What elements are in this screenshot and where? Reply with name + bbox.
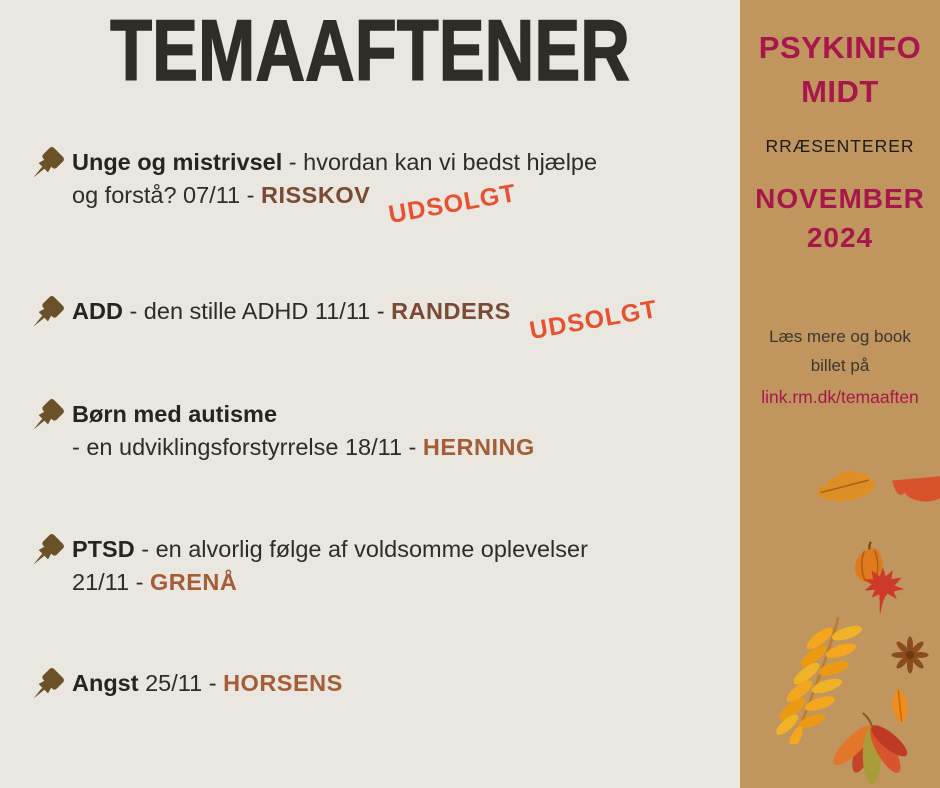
small-orange-leaf-icon xyxy=(884,685,916,728)
event-row-ptsd xyxy=(28,533,718,599)
event-row-angst xyxy=(28,667,718,710)
oak-leaf-icon xyxy=(810,459,884,516)
event-title: Børn med autisme xyxy=(72,401,278,427)
event-line2: - en udviklingsforstyrrelse 18/11 - HERNING xyxy=(72,434,535,460)
event-row-boern-med-autisme xyxy=(28,398,718,464)
event-row-add xyxy=(28,295,718,346)
event-line1 xyxy=(72,398,535,431)
event-line2: og forstå? 07/11 - RISSKOV UDSOLGT xyxy=(72,179,597,212)
pushpin-icon xyxy=(28,295,72,338)
star-anise-icon xyxy=(890,636,930,674)
sold-out-badge: UDSOLGT xyxy=(527,295,660,346)
event-line1: PTSD - en alvorlig følge af voldsomme oplevelser xyxy=(72,536,588,562)
rowan-leaf-icon xyxy=(768,612,868,744)
event-line1: Angst 25/11 - HORSENS xyxy=(72,670,343,696)
event-location: HERNING xyxy=(422,434,535,460)
pushpin-icon xyxy=(28,667,72,710)
event-title: ADD xyxy=(72,298,123,324)
pushpin-icon xyxy=(28,146,72,189)
event-title: PTSD xyxy=(72,536,135,562)
event-location: RANDERS xyxy=(391,298,511,324)
pushpin-icon xyxy=(28,398,72,441)
event-line1: ADD - den stille ADHD 11/11 - RANDERS UDSOLGT xyxy=(72,295,658,328)
page-title: TEMAAFTENER xyxy=(110,3,630,99)
pushpin-icon xyxy=(28,533,72,576)
event-row-unge-og-mistrivsel xyxy=(28,146,718,230)
event-location: RISSKOV xyxy=(261,182,371,208)
red-leaf-fragment-icon xyxy=(890,474,940,516)
event-location: HORSENS xyxy=(223,670,343,696)
physalis-icon xyxy=(850,540,888,588)
event-line2: 21/11 - GRENÅ xyxy=(72,569,238,595)
event-location: GRENÅ xyxy=(149,569,238,595)
event-title: Angst xyxy=(72,670,139,696)
event-title: Unge og mistrivsel xyxy=(72,149,283,175)
cta-text: Læs mere og book billet på link.rm.dk/temaaften xyxy=(740,323,940,413)
sold-out-badge: UDSOLGT xyxy=(386,179,519,230)
month-label: NOVEMBER 2024 xyxy=(755,183,925,254)
sidebar xyxy=(740,0,940,788)
creeper-leaf-icon xyxy=(826,712,918,788)
brand-title: PSYKINFO MIDT xyxy=(758,30,922,110)
presents-label: RRÆSENTERER xyxy=(765,136,915,157)
booking-link[interactable]: link.rm.dk/temaaften xyxy=(761,387,919,408)
maple-leaf-icon xyxy=(853,560,913,617)
event-line1: Unge og mistrivsel - hvordan kan vi bedst hjælpe xyxy=(72,149,598,175)
